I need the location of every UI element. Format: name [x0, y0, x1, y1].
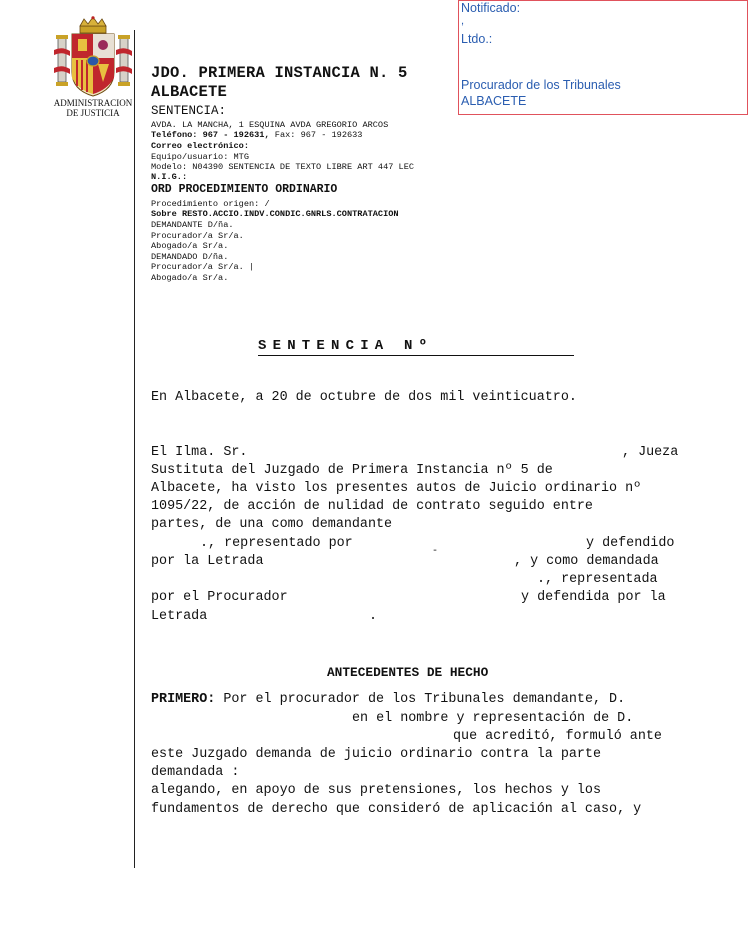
- para1-line: .: [369, 609, 378, 624]
- party-line: Abogado/a Sr/a.: [151, 273, 229, 283]
- spain-coat-of-arms-logo: [53, 16, 133, 98]
- phone-label: Teléfono: 967 - 192631,: [151, 130, 270, 140]
- para1-line: por el Procurador: [151, 590, 288, 605]
- stray-mark: -: [432, 546, 439, 557]
- notification-stamp: [458, 0, 748, 115]
- para1-line: 1095/22, de acción de nulidad de contrato seguido entre: [151, 499, 593, 514]
- stamp-procurador: Procurador de los Tribunales: [461, 78, 621, 92]
- para2-line: en el nombre y representación de D.: [352, 711, 634, 726]
- stamp-comma: ,: [461, 15, 465, 27]
- team-user: Equipo/usuario: MTG: [151, 152, 249, 162]
- date-line: En Albacete, a 20 de octubre de dos mil veinticuatro.: [151, 390, 577, 405]
- court-city: ALBACETE: [151, 83, 228, 101]
- para1-line: , y como demandada: [514, 554, 659, 569]
- para1-line: El Ilma. Sr.: [151, 445, 248, 460]
- para1-line: partes, de una como demandante: [151, 517, 393, 532]
- title-underline: [258, 355, 574, 356]
- primero-label: PRIMERO:: [151, 692, 216, 707]
- subject-line: Sobre RESTO.ACCIO.INDV.CONDIC.GNRLS.CONTRATACION: [151, 209, 399, 219]
- procedure-type: ORD PROCEDIMIENTO ORDINARIO: [151, 183, 338, 196]
- logo-line2: DE JUSTICIA: [66, 108, 120, 118]
- fax: Fax: 967 - 192633: [269, 130, 363, 140]
- para2-line: alegando, en apoyo de sus pretensiones, los hechos y los: [151, 783, 601, 798]
- para1-line: por la Letrada: [151, 554, 264, 569]
- para2-line: demandada :: [151, 765, 240, 780]
- party-line: DEMANDANTE D/ña.: [151, 220, 234, 230]
- court-name: JDO. PRIMERA INSTANCIA N. 5: [151, 64, 408, 82]
- court-phone: [151, 130, 362, 141]
- stamp-notificado: Notificado:: [461, 1, 521, 15]
- nig-label: N.I.G.:: [151, 172, 188, 182]
- para2-first-line: [151, 691, 625, 709]
- admin-justicia-label: [45, 98, 141, 118]
- email-label: Correo electrónico:: [151, 141, 249, 151]
- court-address: AVDA. LA MANCHA, 1 ESQUINA AVDA GREGORIO ARCOS: [151, 120, 389, 130]
- party-line: DEMANDADO D/ña.: [151, 252, 229, 262]
- section-title: ANTECEDENTES DE HECHO: [327, 665, 489, 680]
- para1-line: ., representada: [537, 572, 658, 587]
- para1-line: ., representado por: [200, 536, 353, 551]
- model-line: Modelo: N04390 SENTENCIA DE TEXTO LIBRE ART 447 LEC: [151, 162, 415, 172]
- margin-rule: [134, 30, 135, 868]
- para1-line: , Jueza: [622, 445, 679, 460]
- para1-line: Sustituta del Juzgado de Primera Instancia nº 5 de: [151, 463, 553, 478]
- party-line: Abogado/a Sr/a.: [151, 241, 229, 251]
- doc-type-label: SENTENCIA:: [151, 104, 227, 118]
- para1-line: y defendida por la: [521, 590, 666, 605]
- logo-line1: ADMINISTRACION: [53, 98, 133, 108]
- sentence-title: SENTENCIA Nº: [258, 338, 434, 354]
- para2-line: este Juzgado demanda de juicio ordinario contra la parte: [151, 747, 601, 762]
- para1-line: Letrada: [151, 609, 208, 624]
- para2-line: fundamentos de derecho que consideró de aplicación al caso, y: [151, 802, 642, 817]
- para1-line: y defendido: [586, 536, 675, 551]
- para2-line: Por el procurador de los Tribunales demandante, D.: [215, 692, 626, 707]
- para2-line: que acreditó, formuló ante: [453, 729, 662, 744]
- stamp-city: ALBACETE: [461, 94, 527, 108]
- party-line: Procurador/a Sr/a. |: [151, 262, 255, 272]
- para1-line: Albacete, ha visto los presentes autos de Juicio ordinario nº: [151, 481, 642, 496]
- party-line: Procurador/a Sr/a.: [151, 231, 244, 241]
- stamp-ltdo: Ltdo.:: [461, 32, 493, 46]
- court-header: [151, 64, 408, 102]
- origin-procedure: Procedimiento origen: /: [151, 199, 270, 209]
